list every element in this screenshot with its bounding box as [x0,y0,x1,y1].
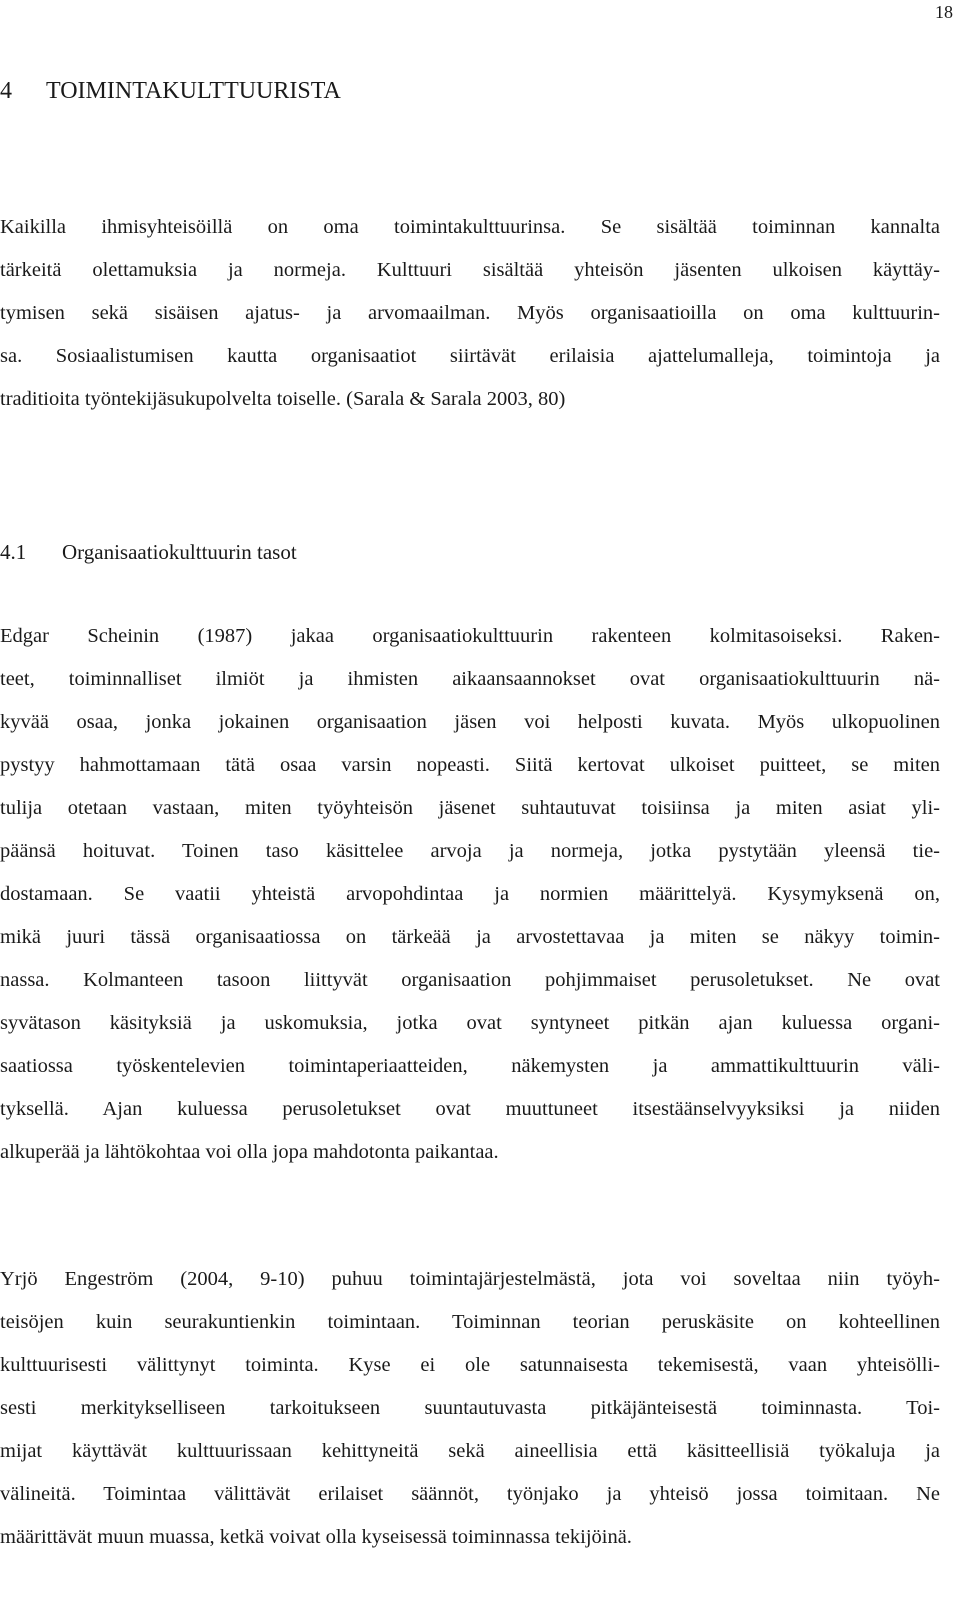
paragraph-line: sesti merkitykselliseen tarkoitukseen suuntautuvasta pitkäjänteisestä toiminnasta. Toi- [0,1397,940,1419]
paragraph-line: teet, toiminnalliset ilmiöt ja ihmisten aikaansaannokset ovat organisaatiokulttuurin nä- [0,668,940,690]
chapter-title: TOIMINTAKULTTUURISTA [46,78,341,104]
paragraph-line: Kaikilla ihmisyhteisöillä on oma toimintakulttuurinsa. Se sisältää toiminnan kannalta [0,216,940,238]
paragraph-line: määrittävät muun muassa, ketkä voivat olla kyseisessä toiminnassa tekijöinä. [0,1526,632,1548]
paragraph-line: pystyy hahmottamaan tätä osaa varsin nopeasti. Siitä kertovat ulkoiset puitteet, se miten [0,754,940,776]
paragraph-line: sa. Sosiaalistumisen kautta organisaatiot siirtävät erilaisia ajattelumalleja, toimintoja ja [0,345,940,367]
paragraph-line: kyvää osaa, jonka jokainen organisaation jäsen voi helposti kuvata. Myös ulkopuolinen [0,711,940,733]
paragraph-line: Yrjö Engeström (2004, 9-10) puhuu toimintajärjestelmästä, jota voi soveltaa niin työyh- [0,1268,940,1290]
section-title: Organisaatiokulttuurin tasot [62,540,297,564]
paragraph-line: teisöjen kuin seurakuntienkin toimintaan. Toiminnan teorian peruskäsite on kohteellinen [0,1311,940,1333]
page-number: 18 [935,2,953,22]
chapter-heading [0,75,341,107]
paragraph-line: tulija otetaan vastaan, miten työyhteisön jäsenet suhtautuvat toisiinsa ja miten asiat yli- [0,797,940,819]
paragraph-line: tyksellä. Ajan kuluessa perusoletukset ovat muuttuneet itsestäänselvyyksiksi ja niiden [0,1098,940,1120]
paragraph-line: mikä juuri tässä organisaatiossa on tärkeää ja arvostettavaa ja miten se näkyy toimin- [0,926,940,948]
paragraph-line: kulttuurisesti välittynyt toiminta. Kyse ei ole satunnaisesta tekemisestä, vaan yhteisölli- [0,1354,940,1376]
paragraph-line: syvätason käsityksiä ja uskomuksia, jotka ovat syntyneet pitkän ajan kuluessa organi- [0,1012,940,1034]
paragraph-line: tymisen sekä sisäisen ajatus- ja arvomaailman. Myös organisaatioilla on oma kulttuurin- [0,302,940,324]
paragraph-line: dostamaan. Se vaatii yhteistä arvopohdintaa ja normien määrittelyä. Kysymyksenä on, [0,883,940,905]
paragraph-engestrom [0,1258,940,1559]
paragraph-line: alkuperää ja lähtökohtaa voi olla jopa mahdotonta paikantaa. [0,1141,499,1163]
paragraph-schein [0,615,940,1174]
paragraph-line: traditioita työntekijäsukupolvelta toiselle. (Sarala & Sarala 2003, 80) [0,388,566,410]
paragraph-line: päänsä hoituvat. Toinen taso käsittelee arvoja ja normeja, jotka pystytään yleensä tie- [0,840,940,862]
paragraph-line: välineitä. Toimintaa välittävät erilaiset säännöt, työnjako ja yhteisö jossa toimitaan. Ne [0,1483,940,1505]
paragraph-line: mijat käyttävät kulttuurissaan kehittyneitä sekä aineellisia että käsitteellisiä työkaluja ja [0,1440,940,1462]
paragraph-line: Edgar Scheinin (1987) jakaa organisaatiokulttuurin rakenteen kolmitasoiseksi. Raken- [0,625,940,647]
chapter-number: 4 [0,78,12,104]
paragraph-line: nassa. Kolmanteen tasoon liittyvät organisaation pohjimmaiset perusoletukset. Ne ovat [0,969,940,991]
paragraph-line: tärkeitä olettamuksia ja normeja. Kulttuuri sisältää yhteisön jäsenten ulkoisen käyttäy- [0,259,940,281]
section-number: 4.1 [0,540,27,564]
paragraph-line: saatiossa työskentelevien toimintaperiaatteiden, näkemysten ja ammattikulttuurin väli- [0,1055,940,1077]
section-heading [0,537,297,567]
paragraph-intro [0,206,940,421]
